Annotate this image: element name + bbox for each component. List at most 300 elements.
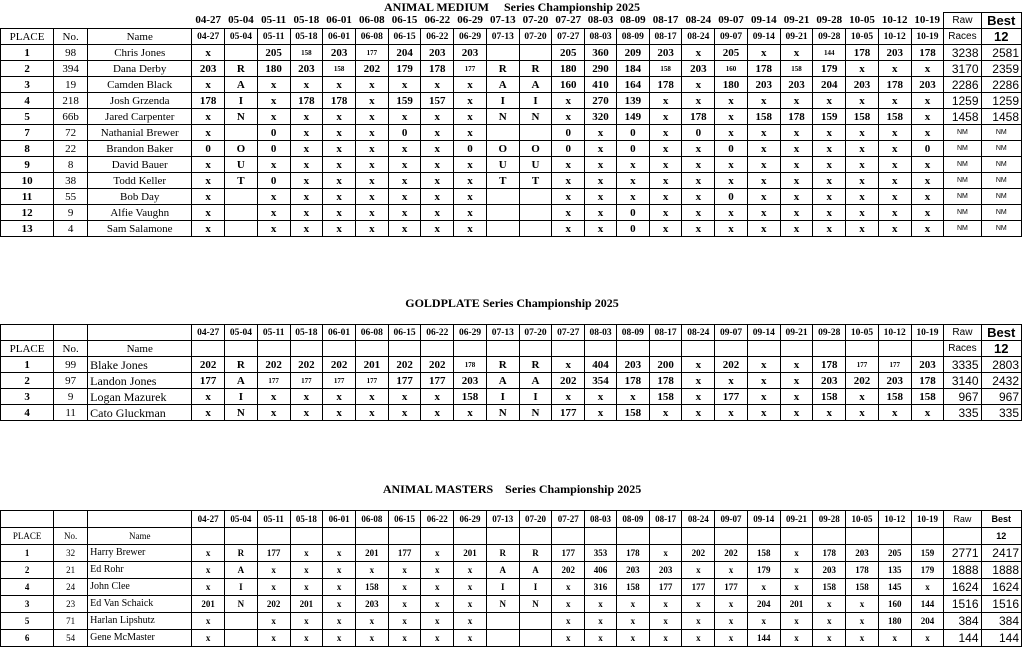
- score-cell: 159: [911, 545, 944, 562]
- score-cell: x: [585, 596, 617, 613]
- score-cell: A: [519, 373, 552, 389]
- raw-total-cell: 1516: [944, 596, 981, 613]
- score-cell: 178: [290, 93, 323, 109]
- score-cell: 203: [454, 45, 487, 61]
- score-cell: 144: [911, 596, 944, 613]
- score-cell: A: [519, 77, 552, 93]
- score-cell: x: [878, 141, 911, 157]
- score-cell: x: [421, 77, 454, 93]
- score-cell: 158: [616, 405, 649, 421]
- score-cell: x: [290, 141, 323, 157]
- name-header: Name: [88, 528, 192, 545]
- score-cell: x: [257, 389, 290, 405]
- score-cell: x: [323, 189, 356, 205]
- score-cell: U: [486, 157, 519, 173]
- score-cell: x: [715, 562, 748, 579]
- date-header: 05-11: [257, 325, 290, 341]
- number-cell: 32: [54, 545, 88, 562]
- name-cell: Gene McMaster: [88, 630, 192, 647]
- date-header: 06-29: [454, 325, 487, 341]
- score-cell: x: [911, 125, 944, 141]
- date-header: 05-04: [225, 325, 258, 341]
- score-cell: x: [649, 221, 682, 237]
- score-cell: x: [552, 596, 585, 613]
- score-cell: x: [323, 125, 356, 141]
- score-cell: x: [192, 205, 225, 221]
- score-cell: x: [257, 630, 290, 647]
- header-empty-cell: [911, 528, 944, 545]
- score-cell: x: [616, 630, 649, 647]
- score-cell: x: [846, 205, 879, 221]
- place-cell: 13: [1, 221, 54, 237]
- score-cell: 158: [649, 389, 682, 405]
- date-header: 06-15: [388, 511, 421, 528]
- score-cell: I: [225, 93, 258, 109]
- score-cell: 203: [846, 545, 879, 562]
- date-header: 07-20: [519, 511, 552, 528]
- header-empty-cell: [616, 341, 649, 357]
- date-header: 06-01: [323, 511, 356, 528]
- table-row: [1, 205, 1022, 221]
- score-cell: x: [846, 61, 879, 77]
- score-cell: 177: [355, 45, 388, 61]
- score-cell: x: [649, 405, 682, 421]
- score-cell: 179: [813, 61, 846, 77]
- score-cell: 290: [585, 61, 617, 77]
- date-header: 08-03: [585, 325, 617, 341]
- score-cell: x: [355, 157, 388, 173]
- score-cell: I: [519, 579, 552, 596]
- header-blank-cell: [54, 325, 88, 341]
- score-cell: I: [519, 93, 552, 109]
- score-cell: x: [355, 405, 388, 421]
- score-cell: x: [552, 189, 585, 205]
- score-cell: 0: [257, 125, 290, 141]
- score-cell: x: [192, 630, 225, 647]
- score-cell: 178: [649, 373, 682, 389]
- score-cell: [486, 45, 519, 61]
- score-cell: x: [813, 613, 846, 630]
- raw-total-cell: 3140: [944, 373, 981, 389]
- score-cell: 158: [846, 579, 879, 596]
- score-cell: I: [225, 389, 258, 405]
- header-empty-cell: [454, 341, 487, 357]
- header-empty-cell: [682, 528, 715, 545]
- score-cell: x: [846, 405, 879, 421]
- section-title-animal-medium: ANIMAL MEDIUM Series Championship 2025: [383, 0, 641, 14]
- date-header: 09-07: [715, 325, 748, 341]
- header-empty-cell: [454, 528, 487, 545]
- score-cell: x: [878, 93, 911, 109]
- score-cell: 178: [616, 545, 649, 562]
- score-cell: A: [486, 77, 519, 93]
- score-cell: x: [552, 93, 585, 109]
- header-empty-cell: [519, 341, 552, 357]
- name-cell: Bob Day: [88, 189, 192, 205]
- raw-total-cell: NM: [944, 173, 981, 189]
- score-cell: x: [911, 221, 944, 237]
- score-cell: x: [780, 45, 813, 61]
- score-cell: [519, 205, 552, 221]
- score-cell: x: [552, 630, 585, 647]
- score-cell: x: [323, 405, 356, 421]
- place-cell: 4: [1, 93, 54, 109]
- score-cell: x: [780, 221, 813, 237]
- score-cell: x: [192, 157, 225, 173]
- best-total-cell: NM: [981, 205, 1021, 221]
- score-cell: x: [257, 205, 290, 221]
- score-cell: x: [747, 189, 780, 205]
- score-cell: x: [911, 109, 944, 125]
- score-cell: [225, 45, 258, 61]
- section-title-goldplate: GOLDPLATE Series Championship 2025: [405, 296, 619, 310]
- table-row: [1, 613, 1022, 630]
- number-cell: 24: [54, 579, 88, 596]
- score-cell: x: [682, 221, 715, 237]
- score-cell: x: [747, 405, 780, 421]
- score-cell: 320: [585, 109, 617, 125]
- score-cell: 159: [813, 109, 846, 125]
- score-cell: 202: [257, 357, 290, 373]
- score-cell: 202: [682, 545, 715, 562]
- score-cell: 203: [878, 373, 911, 389]
- score-cell: x: [421, 173, 454, 189]
- score-cell: 203: [878, 45, 911, 61]
- score-cell: x: [290, 613, 323, 630]
- place-cell: 7: [1, 125, 54, 141]
- score-cell: 202: [552, 562, 585, 579]
- header-empty-cell: [519, 528, 552, 545]
- best-total-cell: NM: [981, 125, 1021, 141]
- score-cell: 160: [878, 596, 911, 613]
- score-cell: 177: [846, 357, 879, 373]
- score-cell: 201: [355, 545, 388, 562]
- animal-masters-table: [0, 510, 1022, 647]
- score-cell: x: [454, 173, 487, 189]
- score-cell: 0: [388, 125, 421, 141]
- score-cell: x: [585, 389, 617, 405]
- score-cell: x: [649, 93, 682, 109]
- header-empty-cell: [747, 528, 780, 545]
- date-header: 08-09: [616, 29, 649, 45]
- score-cell: T: [225, 173, 258, 189]
- score-cell: 158: [813, 579, 846, 596]
- table-row: [1, 93, 1022, 109]
- name-cell: Nathanial Brewer: [88, 125, 192, 141]
- date-header: 04-27: [192, 325, 225, 341]
- score-cell: x: [747, 125, 780, 141]
- score-cell: 178: [813, 357, 846, 373]
- score-cell: 177: [454, 61, 487, 77]
- date-header: 09-07: [718, 14, 744, 27]
- score-cell: x: [454, 630, 487, 647]
- score-cell: x: [780, 157, 813, 173]
- name-header: Name: [88, 29, 192, 45]
- score-cell: 360: [585, 45, 617, 61]
- score-cell: R: [486, 357, 519, 373]
- number-cell: 97: [54, 373, 88, 389]
- score-cell: x: [552, 109, 585, 125]
- score-cell: x: [421, 562, 454, 579]
- score-cell: x: [649, 189, 682, 205]
- date-header: 07-27: [552, 325, 585, 341]
- raw-total-cell: 3170: [944, 61, 981, 77]
- score-cell: x: [454, 93, 487, 109]
- score-cell: x: [747, 205, 780, 221]
- score-cell: 177: [355, 373, 388, 389]
- header-empty-cell: [192, 528, 225, 545]
- name-cell: Chris Jones: [88, 45, 192, 61]
- date-header: 06-08: [355, 325, 388, 341]
- score-cell: 202: [388, 357, 421, 373]
- score-cell: 0: [552, 125, 585, 141]
- date-header: 09-28: [813, 325, 846, 341]
- score-cell: x: [813, 596, 846, 613]
- score-cell: x: [421, 596, 454, 613]
- score-cell: x: [290, 109, 323, 125]
- date-header: 06-15: [388, 29, 421, 45]
- best-count-header: 12: [981, 528, 1021, 545]
- header-blank-cell: [1, 511, 54, 528]
- header-blank-cell: [88, 13, 192, 29]
- table-row: [1, 45, 1022, 61]
- best-total-cell: 384: [981, 613, 1021, 630]
- best-total-cell: 1516: [981, 596, 1021, 613]
- score-cell: 178: [454, 357, 487, 373]
- best-header: Best: [981, 325, 1021, 341]
- score-cell: N: [486, 109, 519, 125]
- score-cell: x: [388, 189, 421, 205]
- place-cell: 5: [1, 613, 54, 630]
- score-cell: x: [421, 125, 454, 141]
- score-cell: R: [519, 545, 552, 562]
- score-cell: 177: [421, 373, 454, 389]
- score-cell: [486, 205, 519, 221]
- score-cell: x: [388, 157, 421, 173]
- table-row: [1, 373, 1022, 389]
- date-header: 07-27: [552, 29, 585, 45]
- score-cell: 0: [911, 141, 944, 157]
- score-cell: 135: [878, 562, 911, 579]
- place-cell: 8: [1, 141, 54, 157]
- table-row: [1, 157, 1022, 173]
- score-cell: x: [454, 77, 487, 93]
- date-header: 08-17: [649, 29, 682, 45]
- best-total-cell: 1888: [981, 562, 1021, 579]
- table-row: [1, 109, 1022, 125]
- score-cell: 158: [323, 61, 356, 77]
- table-row: [1, 545, 1022, 562]
- score-cell: x: [813, 125, 846, 141]
- table-row: [1, 630, 1022, 647]
- score-cell: x: [290, 173, 323, 189]
- score-cell: x: [878, 630, 911, 647]
- score-cell: [519, 189, 552, 205]
- date-header: 04-27: [192, 511, 225, 528]
- table-row: [1, 125, 1022, 141]
- score-cell: x: [813, 157, 846, 173]
- score-cell: 177: [878, 357, 911, 373]
- score-cell: x: [780, 545, 813, 562]
- score-cell: x: [813, 221, 846, 237]
- score-cell: x: [454, 579, 487, 596]
- score-cell: x: [846, 173, 879, 189]
- score-cell: 202: [290, 357, 323, 373]
- header-row-labels: [1, 341, 1022, 357]
- header-empty-cell: [649, 341, 682, 357]
- score-cell: 201: [192, 596, 225, 613]
- score-cell: x: [682, 77, 715, 93]
- score-cell: [519, 613, 552, 630]
- score-cell: x: [878, 173, 911, 189]
- score-cell: x: [682, 562, 715, 579]
- raw-total-cell: 1888: [944, 562, 981, 579]
- table-row: [1, 562, 1022, 579]
- date-header: 08-09: [616, 325, 649, 341]
- score-cell: x: [780, 125, 813, 141]
- place-cell: 3: [1, 77, 54, 93]
- score-cell: 144: [813, 45, 846, 61]
- date-header: 10-05: [846, 325, 879, 341]
- score-cell: x: [780, 405, 813, 421]
- header-empty-cell: [290, 528, 323, 545]
- date-header: 10-05: [846, 29, 879, 45]
- score-cell: x: [780, 141, 813, 157]
- table-row: [1, 189, 1022, 205]
- date-header: 05-11: [257, 511, 290, 528]
- header-empty-cell: [585, 341, 617, 357]
- score-cell: 178: [911, 45, 944, 61]
- place-cell: 2: [1, 562, 54, 579]
- score-cell: 178: [813, 545, 846, 562]
- score-cell: 202: [715, 545, 748, 562]
- score-cell: x: [421, 389, 454, 405]
- date-header: 05-04: [225, 511, 258, 528]
- score-cell: I: [519, 389, 552, 405]
- number-cell: 218: [54, 93, 88, 109]
- date-header: 08-03: [587, 14, 614, 27]
- score-cell: x: [192, 405, 225, 421]
- table-row: [1, 579, 1022, 596]
- date-header: 07-27: [555, 14, 582, 27]
- score-cell: x: [616, 157, 649, 173]
- header-empty-cell: [257, 341, 290, 357]
- score-cell: 178: [421, 61, 454, 77]
- score-cell: x: [715, 109, 748, 125]
- score-cell: 203: [192, 61, 225, 77]
- raw-header: Raw: [944, 511, 981, 528]
- score-cell: x: [878, 221, 911, 237]
- score-cell: x: [911, 61, 944, 77]
- score-cell: x: [585, 189, 617, 205]
- score-cell: x: [911, 405, 944, 421]
- score-cell: x: [257, 221, 290, 237]
- raw-total-cell: 1259: [944, 93, 981, 109]
- score-cell: [225, 630, 258, 647]
- score-cell: x: [649, 205, 682, 221]
- score-cell: x: [552, 357, 585, 373]
- score-cell: x: [421, 109, 454, 125]
- date-header: 07-13: [486, 29, 519, 45]
- header-empty-cell: [421, 341, 454, 357]
- number-header: No.: [54, 528, 88, 545]
- date-header: 09-21: [780, 29, 813, 45]
- score-cell: x: [585, 613, 617, 630]
- score-cell: 202: [846, 373, 879, 389]
- score-cell: x: [290, 157, 323, 173]
- score-cell: R: [225, 545, 258, 562]
- date-header: 06-08: [359, 14, 385, 27]
- date-header: 10-05: [846, 511, 879, 528]
- score-cell: 178: [780, 109, 813, 125]
- score-cell: x: [388, 109, 421, 125]
- date-header: 10-05: [849, 14, 875, 27]
- score-cell: x: [813, 173, 846, 189]
- score-cell: x: [192, 579, 225, 596]
- score-cell: 0: [616, 205, 649, 221]
- score-cell: x: [388, 596, 421, 613]
- score-cell: x: [323, 389, 356, 405]
- score-cell: 0: [715, 141, 748, 157]
- date-header: 05-11: [257, 29, 290, 45]
- best-total-cell: 144: [981, 630, 1021, 647]
- date-header: 05-11: [261, 14, 287, 27]
- score-cell: x: [878, 125, 911, 141]
- date-header: 06-01: [326, 14, 352, 27]
- date-header: 05-18: [293, 14, 320, 27]
- score-cell: x: [747, 613, 780, 630]
- score-cell: x: [649, 630, 682, 647]
- number-cell: 11: [54, 405, 88, 421]
- score-cell: 180: [878, 613, 911, 630]
- score-cell: 201: [290, 596, 323, 613]
- score-cell: I: [486, 389, 519, 405]
- score-cell: 203: [649, 45, 682, 61]
- score-cell: x: [649, 157, 682, 173]
- score-cell: [486, 613, 519, 630]
- score-cell: 179: [747, 562, 780, 579]
- raw-total-cell: NM: [944, 205, 981, 221]
- score-cell: 203: [616, 357, 649, 373]
- score-cell: x: [715, 630, 748, 647]
- score-cell: x: [421, 405, 454, 421]
- score-cell: x: [616, 613, 649, 630]
- score-cell: A: [225, 77, 258, 93]
- best-total-cell: 967: [981, 389, 1021, 405]
- score-cell: R: [486, 545, 519, 562]
- date-header: 09-07: [715, 511, 748, 528]
- score-cell: x: [616, 596, 649, 613]
- score-cell: x: [192, 125, 225, 141]
- number-header: No.: [54, 29, 88, 45]
- header-empty-cell: [323, 528, 356, 545]
- date-header: 06-29: [454, 511, 487, 528]
- score-cell: 0: [192, 141, 225, 157]
- score-cell: x: [682, 389, 715, 405]
- score-cell: 202: [323, 357, 356, 373]
- score-cell: x: [682, 373, 715, 389]
- score-cell: x: [747, 173, 780, 189]
- score-cell: 201: [454, 545, 487, 562]
- score-cell: x: [257, 579, 290, 596]
- score-cell: 204: [747, 596, 780, 613]
- date-header: 10-12: [878, 511, 911, 528]
- best-total-cell: 1458: [981, 109, 1021, 125]
- date-header: 08-17: [649, 511, 682, 528]
- score-cell: x: [682, 173, 715, 189]
- number-cell: 21: [54, 562, 88, 579]
- header-empty-cell: [780, 341, 813, 357]
